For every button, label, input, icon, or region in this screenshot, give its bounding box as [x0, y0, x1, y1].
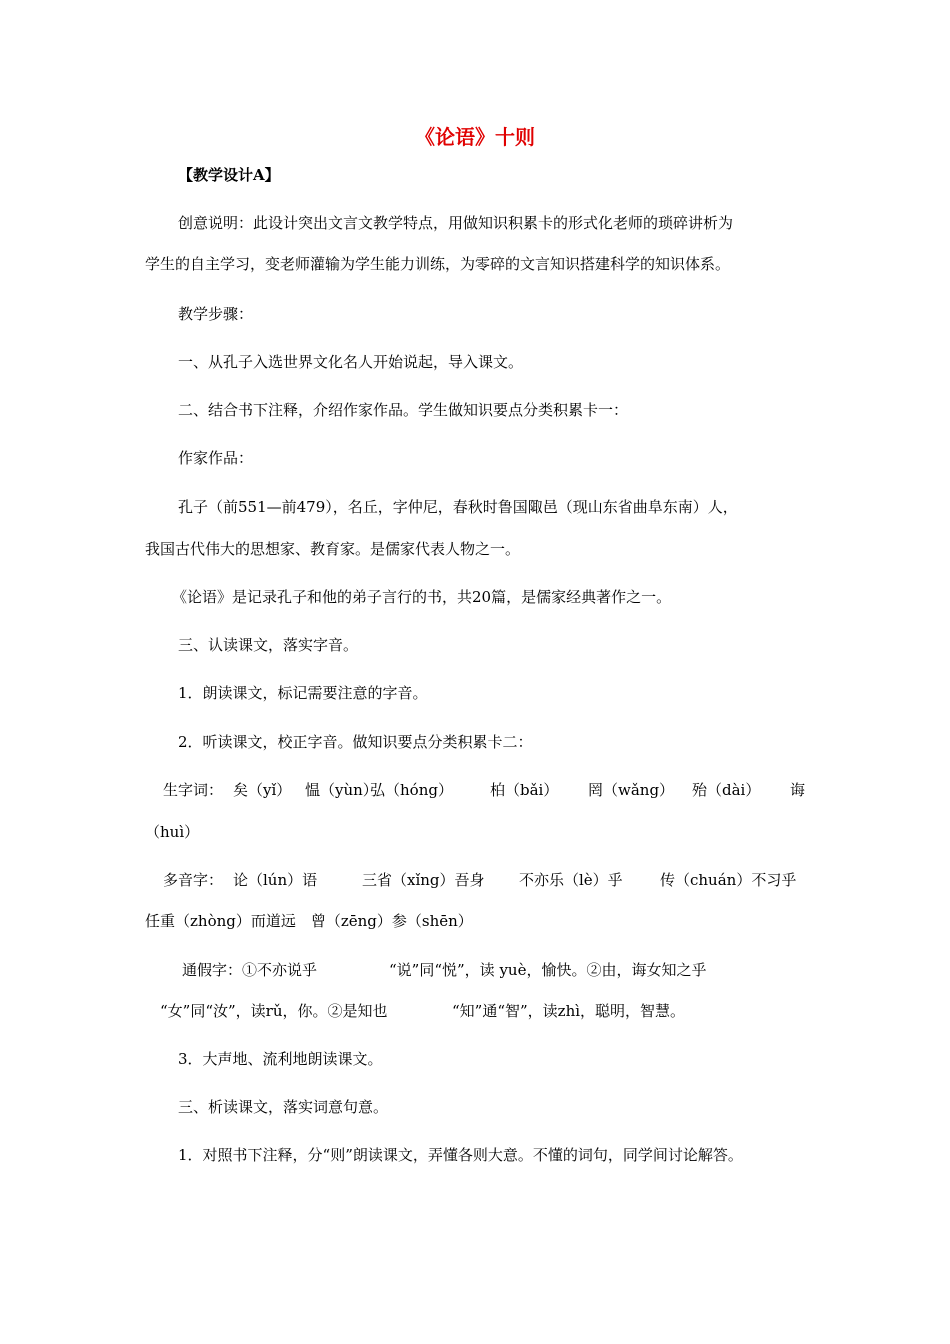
step-3: 三、认读课文，落实字音。 — [178, 636, 359, 654]
author-heading: 作家作品： — [178, 449, 254, 467]
polyphone-4: 传（chuán）不习乎 — [660, 871, 797, 889]
document-title: 《论语》十则 — [415, 125, 535, 149]
step-3-3: 3．大声地、流利地朗读课文。 — [178, 1050, 383, 1068]
tongjia-line-2a: “女”同“汝”，读rǔ，你。②是知也 — [160, 1002, 388, 1020]
polyphone-1: 论（lún）语 — [233, 871, 318, 889]
step-4-1: 1．对照书下注释，分“则”朗读课文，弄懂各则大意。不懂的词句，同学间讨论解答。 — [178, 1146, 743, 1164]
step-3-2: 2．听读课文，校正字音。做知识要点分类积累卡二： — [178, 733, 533, 751]
step-2: 二、结合书下注释，介绍作家作品。学生做知识要点分类积累卡一： — [178, 401, 629, 419]
new-word-1: 矣（yǐ） — [233, 781, 292, 799]
new-words-label: 生字词： — [163, 781, 224, 799]
polyphones-label: 多音字： — [163, 871, 224, 889]
new-word-3: 弘（hóng） — [370, 781, 453, 799]
tongjia-line-1b: “说”同“悦”，读 yuè，愉快。②由，诲女知之乎 — [389, 961, 707, 979]
section-label: 【教学设计A】 — [178, 166, 280, 184]
polyphone-2: 三省（xǐng）吾身 — [362, 871, 485, 889]
tongjia-line-2b: “知”通“智”，读zhì，聪明，智慧。 — [452, 1002, 686, 1020]
new-word-2: 愠（yùn） — [305, 781, 378, 799]
tongjia-line-1a: 通假字：①不亦说乎 — [182, 961, 318, 979]
author-line-1: 孔子（前551—前479），名丘，字仲尼，春秋时鲁国陬邑（现山东省曲阜东南）人， — [178, 498, 738, 516]
steps-heading: 教学步骤： — [178, 305, 254, 323]
polyphones-line-2: 任重（zhòng）而道远 曾（zēng）参（shēn） — [145, 912, 473, 930]
polyphone-3: 不亦乐（lè）乎 — [519, 871, 623, 889]
step-3-1: 1．朗读课文，标记需要注意的字音。 — [178, 684, 428, 702]
intro-line-1: 创意说明：此设计突出文言文教学特点，用做知识积累卡的形式化老师的琐碎讲析为 — [178, 214, 734, 232]
step-4: 三、析读课文，落实词意句意。 — [178, 1098, 389, 1116]
new-word-7-pinyin: （huì） — [145, 823, 200, 841]
new-word-5: 罔（wǎng） — [588, 781, 675, 799]
author-line-2: 我国古代伟大的思想家、教育家。是儒家代表人物之一。 — [145, 540, 521, 558]
new-word-4: 柏（bǎi） — [490, 781, 559, 799]
lunyu-note: 《论语》是记录孔子和他的弟子言行的书，共20篇，是儒家经典著作之一。 — [172, 588, 672, 606]
new-word-6: 殆（dài） — [692, 781, 761, 799]
new-word-7: 诲 — [790, 781, 806, 799]
step-1: 一、从孔子入选世界文化名人开始说起，导入课文。 — [178, 353, 524, 371]
intro-line-2: 学生的自主学习，变老师灌输为学生能力训练，为零碎的文言知识搭建科学的知识体系。 — [145, 255, 731, 273]
